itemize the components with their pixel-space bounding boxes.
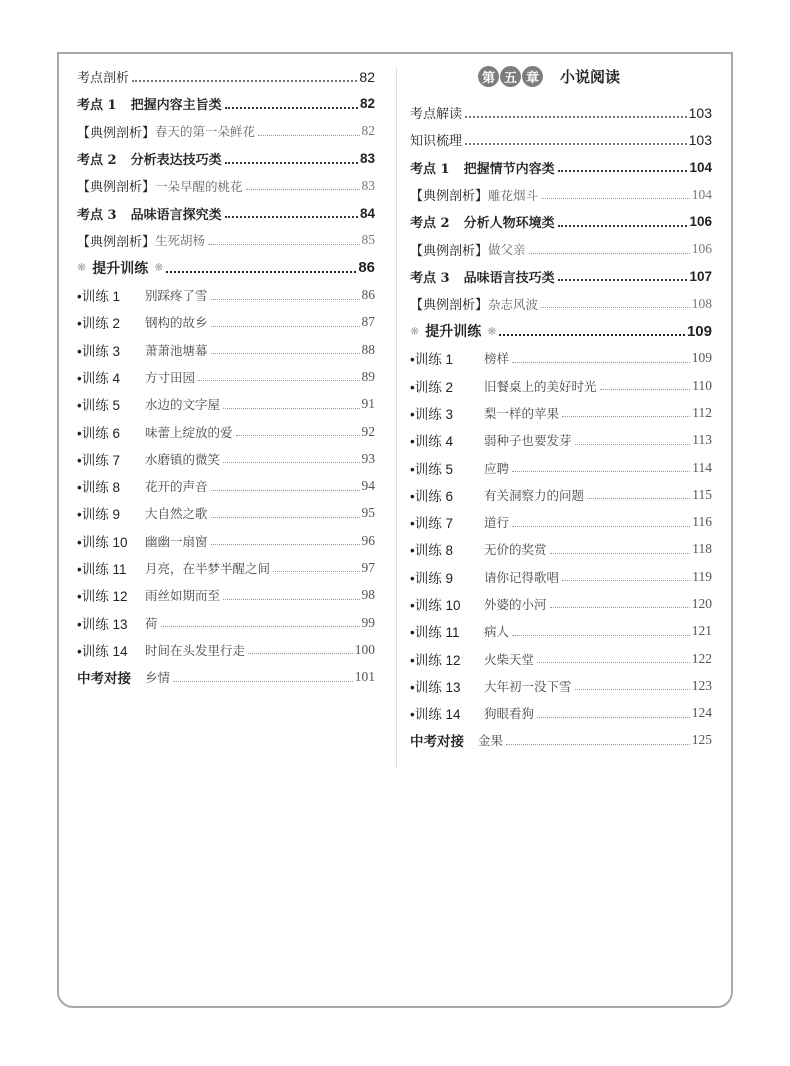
toc-entry[interactable] — [77, 500, 375, 527]
page-number: 110 — [692, 377, 712, 393]
dot-leader — [132, 80, 357, 82]
dot-leader — [211, 544, 360, 545]
entry-label: •训练 1 — [77, 289, 120, 305]
entry-title: 乡情 — [145, 670, 171, 686]
toc-entry[interactable] — [410, 208, 712, 235]
page-number: 97 — [361, 559, 375, 575]
entry-label: 考点 2 — [410, 216, 450, 232]
page-number: 108 — [691, 295, 712, 311]
toc-entry[interactable] — [410, 727, 712, 754]
toc-entry[interactable] — [77, 636, 375, 663]
toc-entry[interactable] — [410, 345, 712, 372]
entry-label: 考点 2 — [77, 153, 117, 169]
dot-leader — [465, 143, 687, 145]
entry-title: 把握情节内容类 — [463, 161, 555, 177]
ornament-icon: ❋ — [77, 261, 87, 275]
ornament-icon: ❋ — [410, 324, 420, 338]
page-number: 98 — [361, 587, 375, 603]
column-divider — [396, 68, 397, 768]
toc-entry[interactable] — [77, 445, 375, 472]
toc-entry[interactable] — [410, 427, 712, 454]
dot-leader — [562, 416, 690, 417]
entry-title: 病人 — [484, 624, 510, 640]
dot-leader — [246, 189, 360, 190]
dot-leader — [223, 599, 359, 600]
entry-label: •训练 14 — [77, 643, 128, 659]
toc-right-column — [410, 99, 712, 754]
dot-leader — [558, 225, 688, 227]
page-number: 84 — [359, 205, 375, 221]
entry-title: 生死胡杨 — [155, 233, 206, 249]
page-number: 103 — [688, 104, 712, 121]
toc-entry[interactable] — [410, 263, 712, 290]
toc-entry[interactable] — [410, 154, 712, 181]
toc-entry[interactable] — [410, 181, 712, 208]
dot-leader — [166, 271, 356, 273]
entry-title: 幽幽一扇窗 — [145, 533, 208, 549]
dot-leader — [529, 253, 690, 254]
page-number: 122 — [691, 650, 712, 666]
page-number: 96 — [361, 532, 375, 548]
entry-label: •训练 11 — [77, 561, 127, 577]
entry-label: 提升训练 — [425, 324, 482, 341]
toc-entry[interactable] — [410, 563, 712, 590]
dot-leader — [575, 444, 691, 445]
page-number: 100 — [354, 641, 375, 657]
dot-leader — [512, 635, 690, 636]
page-number: 119 — [692, 568, 712, 584]
dot-leader — [558, 170, 688, 172]
entry-title: 有关洞察力的问题 — [484, 487, 585, 503]
toc-entry[interactable] — [77, 90, 375, 117]
entry-label: •训练 6 — [77, 425, 120, 441]
entry-label: 考点 3 — [410, 270, 450, 286]
page-number: 91 — [361, 396, 375, 412]
dot-leader — [223, 462, 359, 463]
dot-leader — [587, 498, 690, 499]
dot-leader — [225, 107, 358, 109]
toc-entry[interactable] — [410, 590, 712, 617]
entry-label: •训练 3 — [410, 406, 453, 422]
chapter-title: 小说阅读 — [560, 68, 621, 86]
entry-title: 应聘 — [484, 460, 510, 476]
dot-leader — [173, 681, 353, 682]
entry-label: •训练 8 — [410, 543, 453, 559]
dot-leader — [225, 162, 358, 164]
entry-label: •训练 8 — [77, 480, 120, 496]
toc-entry[interactable] — [410, 290, 712, 317]
toc-entry[interactable] — [77, 527, 375, 554]
entry-label: 【典例剖析】 — [77, 234, 156, 250]
toc-entry[interactable] — [410, 508, 712, 535]
dot-leader — [208, 244, 359, 245]
dot-leader — [248, 653, 353, 654]
page-number: 104 — [689, 159, 712, 175]
dot-leader — [541, 307, 690, 308]
page-number: 85 — [361, 232, 375, 248]
entry-label: 【典例剖析】 — [77, 125, 156, 141]
entry-title: 雨丝如期而至 — [145, 588, 221, 604]
dot-leader — [575, 689, 690, 690]
toc-entry[interactable] — [77, 199, 375, 226]
page-number: 86 — [361, 287, 375, 303]
toc-entry[interactable] — [410, 372, 712, 399]
toc-entry[interactable] — [77, 145, 375, 172]
entry-label: •训练 5 — [410, 461, 453, 477]
dot-leader — [211, 299, 360, 300]
dot-leader — [273, 571, 359, 572]
ornament-icon: ❋ — [154, 261, 164, 275]
entry-label: 考点剖析 — [77, 71, 130, 87]
page-number: 89 — [361, 368, 375, 384]
dot-leader — [499, 334, 685, 336]
entry-title: 味蕾上绽放的爱 — [145, 424, 233, 440]
page-number: 94 — [361, 478, 375, 494]
toc-entry[interactable] — [77, 472, 375, 499]
dot-leader — [562, 580, 690, 581]
entry-label: 中考对接 — [77, 671, 131, 688]
page-number: 83 — [361, 177, 375, 193]
page-number: 116 — [692, 514, 712, 530]
entry-title: 别踩疼了雪 — [145, 288, 208, 304]
entry-label: 【典例剖析】 — [77, 180, 156, 196]
page-number: 109 — [691, 350, 712, 366]
page-number: 87 — [361, 314, 375, 330]
dot-leader — [537, 662, 690, 663]
dot-leader — [537, 717, 690, 718]
entry-title: 梨一样的苹果 — [484, 405, 560, 421]
toc-entry[interactable] — [410, 235, 712, 262]
toc-left-column — [77, 63, 375, 691]
page-number: 82 — [359, 68, 375, 85]
entry-label: •训练 9 — [410, 570, 453, 586]
entry-title: 做父亲 — [488, 242, 526, 258]
dot-leader — [541, 198, 690, 199]
dot-leader — [198, 380, 359, 381]
dot-leader — [600, 389, 691, 390]
chapter-badge: 第 — [478, 66, 499, 87]
page-number: 99 — [361, 614, 375, 630]
toc-entry[interactable] — [77, 582, 375, 609]
entry-title: 榜样 — [484, 351, 510, 367]
toc-entry[interactable] — [410, 454, 712, 481]
toc-entry[interactable] — [77, 254, 375, 281]
entry-title: 杂志风波 — [488, 296, 539, 312]
entry-title: 分析表达技巧类 — [130, 153, 222, 169]
page-number: 112 — [692, 404, 712, 420]
dot-leader — [211, 326, 360, 327]
entry-label: •训练 7 — [77, 452, 120, 468]
entry-title: 请你记得歌唱 — [484, 569, 560, 585]
dot-leader — [512, 471, 690, 472]
entry-label: •训练 12 — [77, 589, 128, 605]
entry-title: 把握内容主旨类 — [130, 98, 222, 114]
entry-title: 荷 — [145, 615, 158, 631]
page-number: 82 — [361, 123, 375, 139]
entry-label: •训练 11 — [410, 625, 460, 641]
entry-label: •训练 9 — [77, 507, 120, 523]
entry-title: 萧萧池塘幕 — [145, 342, 208, 358]
page-number: 106 — [689, 214, 712, 230]
toc-entry[interactable] — [410, 672, 712, 699]
entry-label: •训练 14 — [410, 707, 461, 723]
page-number: 103 — [688, 131, 712, 148]
page-number: 93 — [361, 450, 375, 466]
toc-entry[interactable] — [77, 63, 375, 90]
chapter-badge: 五 — [500, 66, 521, 87]
entry-title: 大自然之歌 — [145, 506, 208, 522]
entry-title: 品味语言探究类 — [130, 207, 222, 223]
dot-leader — [161, 626, 360, 627]
entry-title: 钢构的故乡 — [145, 315, 208, 331]
toc-entry[interactable] — [410, 536, 712, 563]
dot-leader — [550, 607, 690, 608]
entry-label: •训练 1 — [410, 352, 453, 368]
entry-label: 中考对接 — [410, 734, 464, 751]
entry-label: 提升训练 — [92, 260, 149, 277]
toc-entry[interactable] — [410, 618, 712, 645]
toc-entry[interactable] — [410, 99, 712, 126]
dot-leader — [465, 116, 687, 118]
entry-title: 水磨镇的微笑 — [145, 451, 221, 467]
page-number: 95 — [361, 505, 375, 521]
entry-label: 【典例剖析】 — [410, 298, 489, 314]
toc-entry[interactable] — [77, 363, 375, 390]
page-number: 121 — [691, 623, 712, 639]
entry-label: •训练 12 — [410, 652, 461, 668]
dot-leader — [506, 744, 690, 745]
dot-leader — [512, 362, 690, 363]
toc-entry[interactable] — [77, 418, 375, 445]
entry-title: 时间在头发里行走 — [145, 642, 246, 658]
page-number: 113 — [692, 432, 712, 448]
entry-title: 方寸田园 — [145, 369, 196, 385]
dot-leader — [550, 553, 691, 554]
entry-title: 春天的第一朵鲜花 — [155, 124, 256, 140]
toc-entry[interactable] — [410, 317, 712, 344]
entry-label: •训练 2 — [410, 379, 453, 395]
dot-leader — [236, 435, 360, 436]
entry-title: 一朵早醒的桃花 — [155, 178, 243, 194]
dot-leader — [223, 408, 359, 409]
entry-label: •训练 4 — [410, 434, 453, 450]
entry-title: 无价的奖赏 — [484, 542, 547, 558]
entry-label: 考点 3 — [77, 207, 117, 223]
entry-title: 弱种子也要发芽 — [484, 433, 572, 449]
page-number: 86 — [358, 259, 375, 277]
entry-label: 考点 1 — [410, 161, 450, 177]
entry-label: •训练 7 — [410, 516, 453, 532]
entry-label: 考点 1 — [77, 98, 117, 114]
dot-leader — [211, 490, 360, 491]
page-number: 101 — [354, 669, 375, 685]
page-number: 120 — [691, 595, 712, 611]
entry-label: •训练 3 — [77, 343, 120, 359]
page-number: 83 — [359, 151, 375, 167]
page-number: 123 — [691, 677, 712, 693]
toc-entry[interactable] — [77, 609, 375, 636]
chapter-heading — [478, 66, 620, 87]
dot-leader — [211, 353, 360, 354]
entry-title: 道行 — [484, 515, 510, 531]
page-number: 114 — [692, 459, 712, 475]
entry-title: 品味语言技巧类 — [463, 270, 555, 286]
page-number: 92 — [361, 423, 375, 439]
entry-label: •训练 10 — [77, 534, 128, 550]
entry-title: 旧餐桌上的美好时光 — [484, 378, 597, 394]
entry-title: 火柴天堂 — [484, 651, 535, 667]
ornament-icon: ❋ — [487, 324, 497, 338]
entry-label: 知识梳理 — [410, 134, 463, 150]
page-number: 106 — [691, 241, 712, 257]
page-number: 107 — [689, 268, 712, 284]
entry-label: •训练 4 — [77, 370, 120, 386]
toc-entry[interactable] — [77, 118, 375, 145]
entry-label: 【典例剖析】 — [410, 243, 489, 259]
entry-title: 水边的文字屋 — [145, 397, 221, 413]
page-number: 115 — [692, 486, 712, 502]
dot-leader — [558, 279, 688, 281]
entry-title: 花开的声音 — [145, 479, 208, 495]
dot-leader — [512, 526, 690, 527]
toc-entry[interactable] — [77, 172, 375, 199]
entry-label: •训练 5 — [77, 398, 120, 414]
entry-label: •训练 10 — [410, 597, 461, 613]
dot-leader — [211, 517, 360, 518]
toc-entry[interactable] — [410, 645, 712, 672]
dot-leader — [258, 135, 359, 136]
page-number: 82 — [359, 96, 375, 112]
entry-label: •训练 13 — [77, 616, 128, 632]
entry-title: 月亮，在半梦半醒之间 — [145, 560, 271, 576]
toc-entry[interactable] — [77, 554, 375, 581]
page-number: 104 — [691, 186, 712, 202]
entry-title: 金果 — [478, 733, 504, 749]
entry-title: 雕花烟斗 — [488, 187, 539, 203]
entry-title: 外婆的小河 — [484, 596, 547, 612]
toc-entry[interactable] — [410, 481, 712, 508]
toc-entry[interactable] — [410, 399, 712, 426]
toc-entry[interactable] — [410, 700, 712, 727]
page-number: 118 — [692, 541, 712, 557]
toc-entry[interactable] — [410, 126, 712, 153]
toc-entry[interactable] — [77, 281, 375, 308]
entry-label: 【典例剖析】 — [410, 189, 489, 205]
page-number: 88 — [361, 341, 375, 357]
toc-entry[interactable] — [77, 309, 375, 336]
toc-entry[interactable] — [77, 227, 375, 254]
entry-label: •训练 2 — [77, 316, 120, 332]
toc-entry[interactable] — [77, 336, 375, 363]
page-number: 125 — [691, 732, 712, 748]
entry-title: 大年初一没下雪 — [484, 678, 572, 694]
page-number: 124 — [691, 705, 712, 721]
page-number: 109 — [686, 322, 712, 340]
entry-title: 狗眼看狗 — [484, 706, 535, 722]
entry-label: •训练 13 — [410, 679, 461, 695]
toc-entry[interactable] — [77, 664, 375, 691]
dot-leader — [225, 216, 358, 218]
toc-entry[interactable] — [77, 391, 375, 418]
chapter-badge: 章 — [522, 66, 543, 87]
entry-label: •训练 6 — [410, 488, 453, 504]
entry-label: 考点解读 — [410, 107, 463, 123]
entry-title: 分析人物环境类 — [463, 216, 555, 232]
